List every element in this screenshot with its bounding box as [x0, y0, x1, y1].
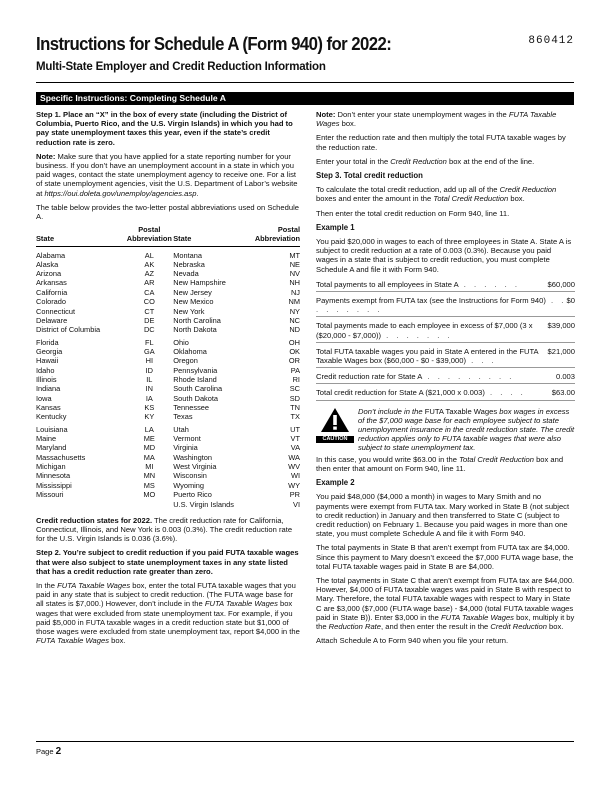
state-abbr: DE: [144, 315, 155, 325]
table-row: [36, 246, 300, 260]
caution-box: [316, 407, 575, 453]
state-abbr: WA: [288, 452, 300, 462]
state-name: [36, 500, 125, 509]
page-number: 2: [55, 746, 62, 757]
state-abbr: MI: [145, 462, 154, 472]
table-intro: The table below provides the two-letter postal abbreviations used on Schedule A.: [36, 202, 299, 222]
state-abbr: AK: [144, 259, 155, 269]
state-abbr: TX: [290, 412, 300, 422]
calc-row: [316, 387, 575, 400]
example2-p2: The total payments in State B that aren’t exempt from FUTA tax are $4,000. Since this payment to Mary doesn’t exceed the $7,000 FUTA wage base, the total FUTA taxable wages paid in State B are $4,000.: [316, 543, 574, 571]
state-name: Rhode Island: [173, 374, 217, 384]
table-row: [36, 413, 300, 422]
state-name: Indiana: [36, 384, 61, 394]
state-name: District of Columbia: [36, 325, 101, 335]
state-name: Tennessee: [173, 403, 209, 413]
example1-calculation: [316, 279, 575, 401]
state-name: Texas: [173, 412, 193, 422]
state-abbr: TN: [290, 403, 300, 413]
state-name: Idaho: [36, 365, 55, 375]
state-name: Hawaii: [36, 356, 59, 366]
caution-icon: [316, 407, 354, 453]
state-name: Kansas: [36, 403, 61, 413]
calc-amount: $0: [566, 296, 575, 306]
table-row: [36, 279, 300, 288]
state-abbr: NC: [289, 315, 300, 325]
col-header-state-2: State: [173, 226, 255, 246]
table-row: [36, 423, 300, 435]
state-name: Washington: [173, 452, 212, 462]
state-abbr: AL: [144, 250, 154, 260]
col-header-abbr-2: Postal Abbreviation: [255, 226, 300, 246]
table-row: [36, 444, 300, 453]
state-abbr: LA: [144, 424, 154, 434]
state-name: Louisiana: [36, 424, 68, 434]
state-abbr: GA: [143, 346, 155, 356]
state-abbr: MA: [143, 452, 155, 462]
example2-p1: You paid $48,000 ($4,000 a month) in wages to Mary Smith and no payments were exempt from FUTA tax. Mary worked in State B (not subject to credit reduction) in January and then transferred to State C (subject to credit reduction) on February 1. Because you paid wages in more than one state, you must complete Schedule A and file it with Form 940.: [316, 492, 570, 539]
table-row: [36, 463, 300, 472]
table-row: [36, 376, 300, 385]
state-abbr: VA: [290, 443, 300, 453]
table-row: [36, 357, 300, 366]
form-code: 860412: [528, 35, 574, 47]
table-row: [36, 307, 300, 316]
footer-rule: [36, 741, 574, 742]
state-name: Arkansas: [36, 278, 67, 288]
caution-label: CAUTION: [316, 436, 354, 443]
state-name: Oklahoma: [173, 346, 207, 356]
calc-label: Total payments made to each employee in excess of $7,000 (3 x ($20,000 - $7,000)) . . . . . . .: [316, 321, 533, 340]
state-name: Vermont: [173, 433, 201, 443]
state-name: Montana: [173, 250, 202, 260]
state-abbr: KS: [144, 403, 155, 413]
state-abbr: NV: [289, 269, 300, 279]
state-abbr: MS: [143, 480, 155, 490]
state-abbr: DC: [143, 325, 155, 335]
step2-detail: In the FUTA Taxable Wages box, enter the total FUTA taxable wages that you paid in any state that is subject to credit reduction. (The FUTA wage base for all states is $7,000.) However, don’t include in the FUTA Taxable Wages box wages that were excluded from state unemployment tax. For example, if you paid $5,000 in FUTA taxable wages in a credit reduction state but $1,000 of those wages were excluded from state unemployment tax, report $4,000 in the FUTA Taxable Wages box.: [36, 580, 300, 646]
state-abbreviation-table: [36, 226, 300, 509]
state-name: Iowa: [36, 393, 52, 403]
calc-amount: $60,000: [547, 279, 575, 289]
col-header-state: State: [36, 226, 125, 246]
state-abbr: NM: [288, 297, 300, 307]
state-abbr: IL: [146, 374, 153, 384]
state-name: New Mexico: [173, 297, 214, 307]
table-row: [36, 491, 300, 500]
state-name: Minnesota: [36, 471, 71, 481]
step1: Step 1. Place an “X” in the box of every state (including the District of Columbia, Puerto Rico, and the U.S. Virgin Islands) in which you had to pay state unemployment taxes this year, even if the state’s credit reduction rate is zero.: [36, 110, 293, 147]
state-name: Maryland: [36, 443, 67, 453]
state-abbr: MN: [143, 471, 156, 481]
table-row: [36, 472, 300, 481]
state-name: Michigan: [36, 462, 66, 472]
state-name: North Carolina: [173, 315, 221, 325]
state-abbr: WI: [290, 471, 300, 481]
state-abbr: NY: [289, 306, 300, 316]
step3-heading: Step 3. Total credit reduction: [316, 171, 423, 181]
page-footer: [36, 746, 61, 757]
page-label: Page: [36, 747, 54, 756]
calc-row: [316, 295, 575, 317]
state-name: Wisconsin: [173, 471, 207, 481]
state-table-body: [36, 246, 300, 509]
header-rule: [36, 82, 574, 83]
calc-label: Credit reduction rate for State A . . . . . . . . .: [316, 372, 515, 382]
state-abbr: IN: [145, 384, 154, 394]
credit-reduction-states: Credit reduction states for 2022. The credit reduction rate for California, Connecticut, Illinois, and New York is 0.003 (0.3%). The credit reduction rate for the U.S. Virgin Islands is 0.036 (3.6%).: [36, 515, 293, 544]
state-name: New York: [173, 306, 205, 316]
table-row: [36, 435, 300, 444]
col-header-abbr: Postal Abbreviation: [125, 226, 173, 246]
state-name: West Virginia: [173, 462, 217, 472]
state-abbr: RI: [292, 374, 300, 384]
state-abbr: WV: [288, 462, 300, 472]
table-row: [36, 482, 300, 491]
state-name: Mississippi: [36, 480, 72, 490]
enter-rate: Enter the reduction rate and then multiply the total FUTA taxable wages by the reduction rate.: [316, 133, 566, 152]
state-abbr: UT: [290, 424, 300, 434]
state-name: Delaware: [36, 315, 68, 325]
state-abbr: VI: [293, 499, 300, 509]
table-row: [36, 347, 300, 356]
table-row: [36, 260, 300, 269]
state-name: Connecticut: [36, 306, 76, 316]
example2-heading: Example 2: [316, 478, 355, 488]
state-abbr: SC: [289, 384, 300, 394]
state-abbr: ME: [143, 433, 155, 443]
state-abbr: FL: [145, 337, 154, 347]
table-row: [36, 385, 300, 394]
state-abbr: CO: [143, 297, 155, 307]
table-row: [36, 366, 300, 375]
step2: Step 2. You’re subject to credit reduction if you paid FUTA taxable wages that were also subject to state unemployment taxes in any state listed that has a credit reduction rate greater than zero.: [36, 548, 299, 576]
state-abbr: NH: [289, 278, 300, 288]
right-column: [316, 110, 575, 650]
calc-row: [316, 371, 575, 384]
state-name: Georgia: [36, 346, 63, 356]
calc-label: Payments exempt from FUTA tax (see the Instructions for Form 940) . . . . . . . . .: [316, 296, 567, 315]
state-name: Utah: [173, 424, 189, 434]
calc-label: Total payments to all employees in State A . . . . . .: [316, 279, 520, 289]
page-subtitle: Multi-State Employer and Credit Reduction Information: [36, 61, 326, 73]
state-abbr: MT: [289, 250, 300, 260]
enter-total: Enter your total in the Credit Reduction box at the end of the line.: [316, 156, 535, 166]
section-bar: Specific Instructions: Completing Schedule A: [36, 92, 574, 105]
state-abbr: OH: [288, 337, 300, 347]
table-row: [36, 289, 300, 298]
state-abbr: OK: [289, 346, 300, 356]
state-abbr: OR: [288, 356, 300, 366]
example2-p3: The total payments in State C that aren’t exempt from FUTA tax are $44,000. However, $4,000 of FUTA taxable wages was paid in State B with respect to Mary. Therefore, the total FUTA taxable wages with respect to Mary in State C are $3,000 ($7,000 (FUTA wage base) - $4,000 (total FUTA taxable wages paid in State B)). Enter $3,000 in the FUTA Taxable Wages box, multiply it by the Reduction Rate, and then enter the result in the Credit Reduction box.: [316, 575, 575, 631]
state-name: Maine: [36, 433, 57, 443]
state-abbr: PA: [290, 365, 300, 375]
step3-then: Then enter the total credit reduction on Form 940, line 11.: [316, 208, 510, 218]
state-name: Nebraska: [173, 259, 205, 269]
state-name: Florida: [36, 337, 59, 347]
table-row: [36, 335, 300, 347]
state-abbr: HI: [145, 356, 154, 366]
state-name: U.S. Virgin Islands: [173, 499, 234, 509]
state-name: Pennsylvania: [173, 365, 218, 375]
state-abbr: MD: [143, 443, 156, 453]
table-row: [36, 270, 300, 279]
calc-label: Total credit reduction for State A ($21,000 x 0.003) . . . .: [316, 388, 526, 398]
state-abbr: [125, 500, 173, 509]
caution-text: Don’t include in the FUTA Taxable Wages box wages in excess of the $7,000 wage base for each employee subject to state unemployment insurance in the credit reduction state. The credit reduction applies only to FUTA taxable wages that were also subject to state unemployment tax.: [358, 406, 575, 453]
example1-text: You paid $20,000 in wages to each of three employees in State A. State A is subject to credit reduction at a rate of 0.003 (0.3%). Because you paid wages in a state that is subject to credit reduction, you must complete Schedule A and file it with Form 940.: [316, 237, 572, 274]
state-abbr: SD: [289, 393, 300, 403]
state-name: Kentucky: [36, 412, 67, 422]
calc-amount: $21,000: [547, 346, 575, 356]
state-abbr: CT: [144, 306, 155, 316]
state-name: South Dakota: [173, 393, 219, 403]
calc-amount: $39,000: [547, 321, 575, 331]
attach-note: Attach Schedule A to Form 940 when you file your return.: [316, 636, 509, 646]
calc-row: [316, 279, 575, 292]
state-name: New Jersey: [173, 287, 212, 297]
state-name: California: [36, 287, 68, 297]
state-name: Alabama: [36, 250, 66, 260]
calc-label: Total FUTA taxable wages you paid in State A entered in the FUTA Taxable Wages box ($60,000 - $0 - $39,000) . . .: [316, 346, 539, 366]
example1-result: In this case, you would write $63.00 in the Total Credit Reduction box and then enter that amount on Form 940, line 11.: [316, 454, 564, 473]
state-abbr: ND: [289, 325, 300, 335]
state-abbr: AZ: [144, 269, 155, 279]
example1-heading: Example 1: [316, 222, 355, 232]
calc-amount: 0.003: [555, 372, 575, 382]
state-abbr: NE: [289, 259, 300, 269]
left-column: [36, 110, 300, 650]
table-row: [36, 500, 300, 509]
state-name: New Hampshire: [173, 278, 226, 288]
state-name: Oregon: [173, 356, 198, 366]
state-abbr: KY: [144, 412, 155, 422]
state-name: Colorado: [36, 297, 66, 307]
state-name: Alaska: [36, 259, 59, 269]
warning-triangle-icon: [320, 407, 350, 433]
state-abbr: AR: [144, 278, 155, 288]
state-name: North Dakota: [173, 325, 217, 335]
step3-text: To calculate the total credit reduction, add up all of the Credit Reduction boxes and enter the amount in the Total Credit Reduction box.: [316, 185, 557, 204]
state-abbr: NJ: [290, 287, 300, 297]
page-title: Instructions for Schedule A (Form 940) for 2022:: [36, 34, 392, 54]
state-name: Arizona: [36, 269, 62, 279]
table-row: [36, 326, 300, 335]
state-abbr: CA: [144, 287, 155, 297]
state-name: Massachusetts: [36, 452, 86, 462]
state-name: Virginia: [173, 443, 198, 453]
note-paragraph: Note: Make sure that you have applied for a state reporting number for your business. If you don’t have an unemployment account in a state in which you paid wages, contact the state unemployment agency to receive one. For a list of state unemployment agencies, visit the U.S. Department of Labor’s website at https://oui.doleta.gov/unemploy/agencies.asp.: [36, 151, 298, 198]
state-name: Illinois: [36, 374, 57, 384]
state-name: South Carolina: [173, 384, 223, 394]
calc-row: [316, 346, 575, 368]
state-name: Wyoming: [173, 480, 204, 490]
table-row: [36, 404, 300, 413]
state-abbr: ID: [145, 365, 154, 375]
state-name: Nevada: [173, 269, 199, 279]
calc-amount: $63.00: [551, 388, 575, 398]
state-abbr: VT: [290, 433, 300, 443]
state-abbr: IA: [145, 393, 153, 403]
table-row: [36, 394, 300, 403]
table-row: [36, 453, 300, 462]
state-name: Puerto Rico: [173, 490, 212, 500]
state-abbr: PR: [289, 490, 300, 500]
state-abbr: WY: [288, 480, 300, 490]
calc-row: [316, 320, 575, 342]
state-name: Ohio: [173, 337, 189, 347]
table-row: [36, 298, 300, 307]
note2: Note: Don’t enter your state unemployment wages in the FUTA Taxable Wages box.: [316, 110, 557, 129]
state-name: Missouri: [36, 490, 64, 500]
state-abbr: MO: [143, 490, 156, 500]
